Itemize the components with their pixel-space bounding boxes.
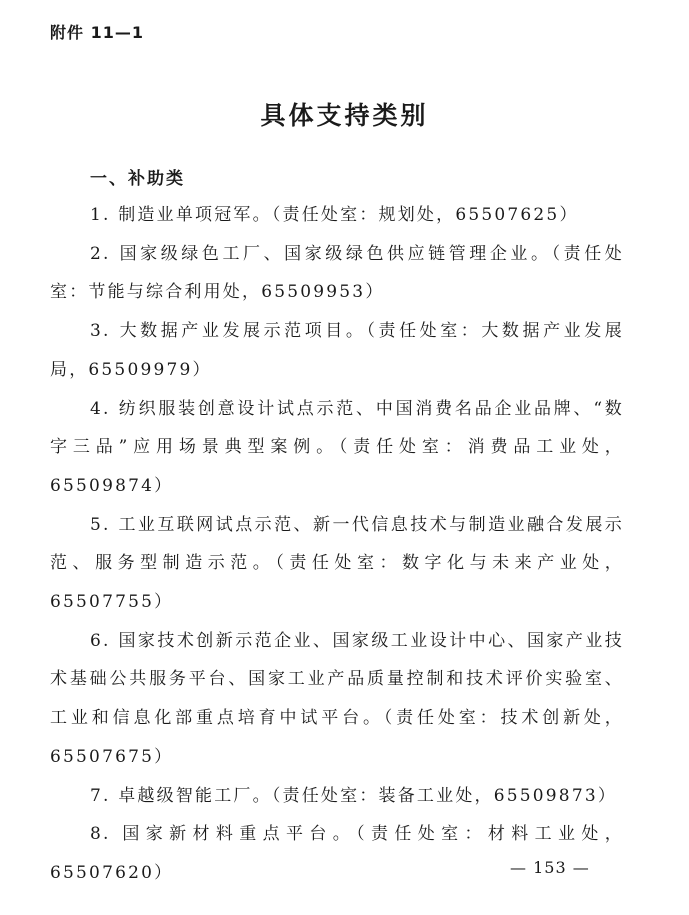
list-item: 7. 卓越级智能工厂。（责任处室：装备工业处，65509873） (90, 785, 618, 806)
list-item: 2. 国家级绿色工厂、国家级绿色供应链管理企业。（责任处室：节能与综合利用处，65509953） (50, 243, 624, 303)
list-item: 3. 大数据产业发展示范项目。（责任处室：大数据产业发展局，65509979） (50, 321, 624, 380)
list-item: 4. 纺织服装创意设计试点示范、中国消费名品企业品牌、“数字三品”应用场景典型案例。（责任处室：消费品工业处，65509874） (50, 398, 624, 496)
page-title: 具体支持类别 (260, 101, 429, 130)
category-list (50, 196, 624, 893)
attachment-label: 附件 11—1 (50, 23, 144, 42)
section-heading: 一、补助类 (90, 169, 185, 189)
page-number: — 153 — (510, 858, 590, 877)
list-item: 1. 制造业单项冠军。（责任处室：规划处，65507625） (90, 205, 579, 225)
list-item: 8. 国家新材料重点平台。（责任处室：材料工业处，65507620） (50, 824, 624, 883)
list-item: 6. 国家技术创新示范企业、国家级工业设计中心、国家产业技术基础公共服务平台、国家工业产品质量控制和技术评价实验室、工业和信息化部重点培育中试平台。（责任处室：技术创新处，65507675） (50, 630, 624, 767)
list-item: 5. 工业互联网试点示范、新一代信息技术与制造业融合发展示范、服务型制造示范。（责任处室：数字化与未来产业处，65507755） (50, 514, 624, 613)
